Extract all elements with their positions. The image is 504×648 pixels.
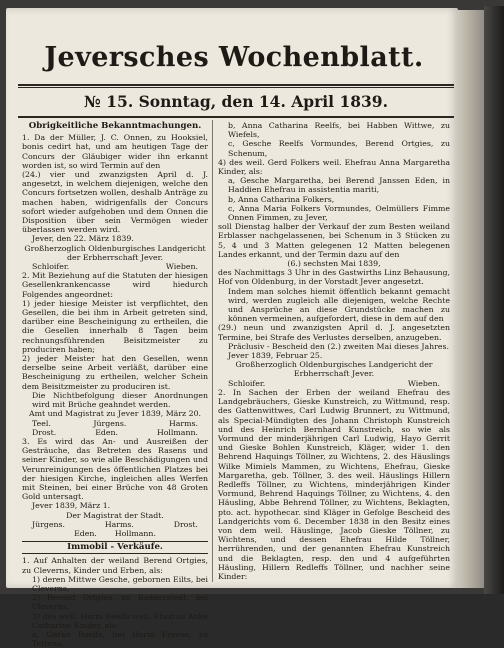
notice2-signers-row2: [22, 428, 208, 437]
masthead-rule-top: [18, 84, 454, 86]
sale1-cont-para: soll Dienstag halber der Verkauf der zum Besten weiland Erblasser nachgelassenen, bei Schenum in 3 Stücken zu 5, 4 und 3 Matten gelegenen 12 Matten belegenen Landes erkannt, und der Termin dazu auf den: [218, 222, 450, 259]
masthead-title: Jeversches Wochenblatt.: [44, 42, 424, 73]
sale1-cont-para: Präclusiv - Bescheid den (2.) zweiten Mai dieses Jahres.: [228, 341, 449, 351]
signer: Jürgens.: [32, 519, 65, 529]
sale1-item: a, Gerke Reelfs, bei Harm Freese, zu Tettens,: [32, 629, 208, 648]
issue-line: № 15. Sonntag, den 14. April 1839.: [84, 92, 388, 111]
sale1-cont-item: a, Gesche Margaretha, bei Berend Janssen Eden, in Haddien Ehefrau in assistentia mariti,: [228, 176, 450, 195]
notice2-para: 1) jeder hiesige Meister ist verpflichtet, den Gesellen, die bei ihm in Arbeit getreten sind, darüber eine Bescheinigung zu ertheilen, die die Gesellen innerhalb 8 Tagen beim rechnungsführenden Beisitzmeister zu produciren haben;: [22, 298, 208, 354]
sale1-term-date: (6.) sechsten Mai 1839,: [287, 259, 381, 269]
signer: Drost.: [32, 427, 57, 437]
sale1-cont-item: c, Anna Maria Folkers Vormundes, Oelmüllers Fimme Onnen Fimmen, zu Jever,: [228, 203, 450, 223]
sale1-para: 1. Auf Anhalten der weiland Berend Ortgies, zu Cleverns, Kinder und Erben, als:: [22, 556, 208, 575]
notice2-signers-row1: [22, 419, 208, 428]
sale1-cont-item: b, Anna Catharina Folkers,: [228, 194, 335, 204]
sale1-item: 1) deren Mittwe Gesche, gebornen Eilts, bei Cleverns,: [32, 574, 208, 593]
signer: Wieben.: [407, 378, 440, 388]
signer: Jürgens.: [93, 418, 127, 428]
left-column: [22, 121, 208, 648]
notice1-court: Großherzoglich Oldenburgisches Landgericht der Erbherrschaft Jever.: [24, 243, 206, 262]
signer: Schloifer.: [228, 378, 266, 388]
signer: Schloifer.: [32, 262, 70, 272]
sale1-date: Jever 1839, Februar 25.: [228, 351, 323, 361]
sale1-cont-para: des Nachmittags 3 Uhr in des Gastwirths Linz Behausung, Hof von Oldenburg, in der Vorstadt Jever angesetzt.: [218, 268, 450, 287]
signer: Harms.: [168, 418, 198, 428]
section-title-sales: Immobil - Verkäufe.: [22, 541, 208, 554]
signer: Harms.: [104, 519, 134, 529]
notice3-signers-row2: [22, 529, 208, 538]
newspaper-page: [6, 8, 458, 648]
notice3-office: Der Magistrat der Stadt.: [66, 510, 164, 520]
notice2-para: 2) jeder Meister hat den Gesellen, wenn derselbe seine Arbeit verläßt, darüber eine Bescheinigung zu ertheilen, welcher Schein dem Beisitzmeister zu produciren ist.: [22, 354, 208, 391]
book-shadow: [484, 6, 504, 594]
sale1-cont-para: (29.) neun und zwanzigsten April d. J. angesetzten Termine, bei Strafe des Verlustes derselben, anzugeben.: [218, 323, 450, 342]
masthead-rule-top-thin: [18, 87, 454, 88]
notice2-date: Amt und Magistrat zu Jever 1839, März 20.: [28, 409, 202, 419]
signer: Eden.: [74, 528, 97, 538]
sale1-court: Großherzoglich Oldenburgisches Landgericht der Erbherrschaft Jever.: [235, 360, 433, 379]
signer: Drost.: [173, 519, 198, 529]
sale1-item: 2) Berend Ortgies, zu Badderstedt, bei Cleverns,: [32, 593, 208, 612]
notice1-para: (24.) vier und zwanzigsten April d. J. angesetzt, in welchem diejenigen, welche den Concurs fortsetzen wollen, deshalb Anträge zu machen haben, widrigenfalls der Concurs sofort wieder aufgehoben und dem Onnen die Disposition über sein Vermögen wieder überlassen werden wird.: [22, 170, 208, 235]
signer: Hollmann.: [156, 427, 198, 437]
notice2-para: Die Nichtbefolgung dieser Anordnungen wird mit Brüche geahndet werden.: [32, 390, 208, 410]
notice1-signers: [22, 262, 208, 271]
signer: Teel.: [32, 418, 51, 428]
sale1-cont-para: Indem man solches hiemit öffentlich bekannt gemacht wird, werden zugleich alle diejenigen, welche Rechte und Ansprüche an diese Grundstücke machen zu können vermeinen, aufgefordert, diese in dem auf den: [228, 286, 450, 324]
signer: Wieben.: [165, 262, 198, 272]
notice3-signers-row1: [22, 520, 208, 529]
notice1-date: Jever, den 22. März 1839.: [32, 234, 134, 244]
right-column: [218, 121, 450, 583]
section-title-official: Obrigkeitliche Bekanntmachungen.: [28, 121, 202, 131]
masthead-rule-bottom: [18, 116, 454, 118]
sale2-para: 2. In Sachen der Erben der weiland Ehefrau des Landgebräuchers, Gieske Kunstreich, zu Wittmund, resp. des Gattenwittwes, Carl Ludwig Brunnert, zu Wittmund, als Special-Mündigten des Johann Christoph Kunstreich und des Heinrich Bernhard Kunstreich, so wie als Vormund der minderjährigen Carl Ludwig, Hayo Gerrit und Gieske Bohlen Kunstreich, Kläger, wider 1. den Behrend Haquings Töllner, zu Wichtens, 2. des Häuslings Wilke Mimiels Mammen, zu Wichtens, Ehefrau, Gieske Margaretha, geb. Töllner, 3. des weil. Häuslings Hillern Redleffs Töllner, zu Wichtens, minderjährigen Kinder Vormund, Behrend Haquings Töllner, zu Wichtens, 4. den Häusling, Abbe Behrend Töllner, zu Wichtens, Beklagten, pto. act. hypothecar. sind Kläger in Gefolge Bescheid des Landgerichts vom 6. December 1838 in den Besitz eines von dem weil. Häuslinge, Jacob Gieske Töllner, zu Wichtens, und dessen Ehefrau Hilde Töllner, herrührenden, und der genannten Ehefrau Kunstreich und die Beklagten, resp. den und 4 aufgeführten Häusling, Hillern Redleffs Töllner, und nachher seine Kinder:: [218, 387, 450, 581]
notice3-para: 3. Es wird das An- und Ausreißen der Gesträuche, das Betreten des Rasens und seiner Kinder, so wie alle Beschädigungen und Verunreinigungen des öffentlichen Platzes bei der hiesigen Kirche, ingleichen alles Werfen mit Steinen, bei einer Brüche von 48 Groten Gold untersagt.: [22, 436, 208, 502]
signer: Eden.: [95, 427, 119, 437]
notice3-date: Jever 1839, März 1.: [32, 501, 111, 511]
sale1-cont-item: b, Anna Catharina Reelfs, bei Habben Wittwe, zu Wiefels,: [228, 121, 450, 140]
sale1-signers: [218, 379, 450, 388]
notice1-para: 1. Da der Müller, J. C. Onnen, zu Hooksiel, bonis cedirt hat, und am heutigen Tage der Concurs der Gläubiger wider ihn erkannt worden ist, so wird Termin auf den: [22, 133, 208, 170]
sale1-item: 3) des weil. Harm Reelfs weil. Ehefrau Anke Catharine Kinder, als:: [32, 611, 208, 630]
sale1-cont-item: 4) des weil. Gerd Folkers weil. Ehefrau Anna Margaretha Kinder, als:: [218, 157, 450, 177]
sale1-cont-item: c, Gesche Reelfs Vormundes, Berend Ortgies, zu Schenum,: [228, 139, 450, 158]
column-divider: [212, 120, 213, 582]
signer: Hollmann.: [114, 528, 156, 538]
notice2-para: 2. Mit Beziehung auf die Statuten der hiesigen Gesellenkrankencasse wird hiedurch Folgendes angeordnet:: [22, 271, 208, 299]
